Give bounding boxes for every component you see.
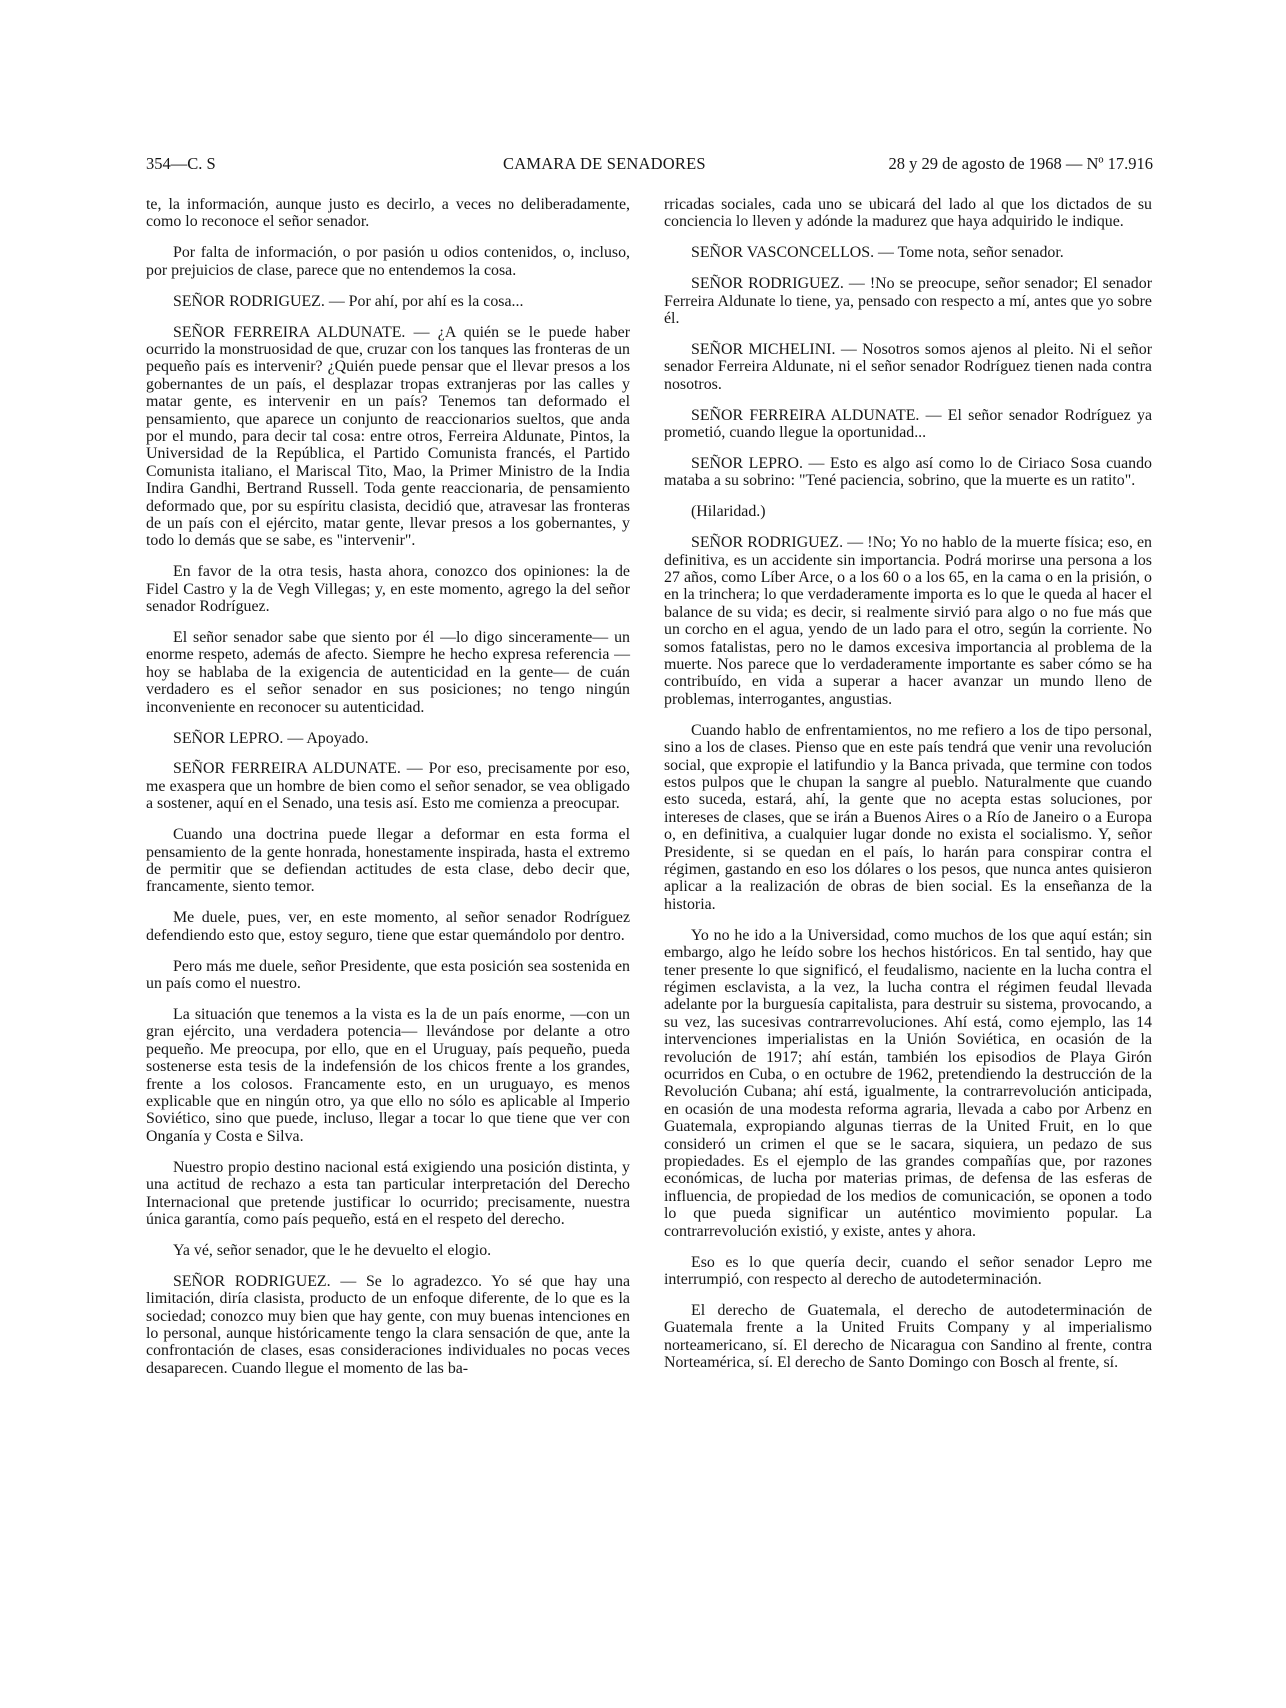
paragraph: SEÑOR RODRIGUEZ. — Se lo agradezco. Yo sé que hay una limitación, diría clasista, producto de un enfoque diferente, de lo que es la sociedad; conozco muy bien que hay gente, con muy buenas intenciones en lo personal, aunque históricamente tengo la clara sensación de que, ante la confrontación de clases, esas consideraciones individuales no pocas veces desaparecen. Cuando llegue el momento de las ba- [146,1272,630,1377]
paragraph: SEÑOR FERREIRA ALDUNATE. — Por eso, precisamente por eso, me exaspera que un hombre de bien como el señor senador, se vea obligado a sostener, aquí en el Senado, una tesis así. Esto me comienza a preocupar. [146,760,630,813]
paragraph: Eso es lo que quería decir, cuando el señor senador Lepro me interrumpió, con respecto al derecho de autodeterminación. [664,1253,1152,1288]
paragraph: La situación que tenemos a la vista es la de un país enorme, —con un gran ejército, una verdadera potencia— llevándose por delante a otro pequeño. Me preocupa, por ello, que en el Uruguay, país pequeño, pueda sostenerse esta tesis de la indefensión de los chicos frente a los grandes, frente a los colosos. Francamente esto, en un uruguayo, es menos explicable que en ningún otro, ya que ello no sólo es aplicable al Imperio Soviético, sino que puede, incluso, llegar a tocar lo que tiene que ver con Onganía y Costa e Silva. [146,1005,630,1145]
paragraph: SEÑOR RODRIGUEZ. — Por ahí, por ahí es la cosa... [173,292,524,310]
paragraph: te, la información, aunque justo es decirlo, a veces no deliberadamente, como lo reconoce el señor senador. [146,196,630,231]
paragraph: El derecho de Guatemala, el derecho de autodeterminación de Guatemala frente a la United Fruits Company y al imperialismo norteamericano, sí. El derecho de Nicaragua con Sandino al frente, contra Norteamérica, sí. El derecho de Santo Domingo con Bosch al frente, sí. [664,1301,1152,1372]
issue-date-number: 28 y 29 de agosto de 1968 — Nº 17.916 [888,154,1153,173]
paragraph: SEÑOR MICHELINI. — Nosotros somos ajenos al pleito. Ni el señor senador Ferreira Aldunate, ni el señor senador Rodríguez tienen nada contra nosotros. [664,340,1152,393]
paragraph: Por falta de información, o por pasión u odios contenidos, o, incluso, por prejuicios de clase, parece que no entendemos la cosa. [146,244,630,279]
paragraph: SEÑOR RODRIGUEZ. — !No; Yo no hablo de la muerte física; eso, en definitiva, es un accidente sin importancia. Podrá morirse una persona a los 27 años, como Líber Arce, o a los 60 o a los 65, en la cama o en la prisión, o en la trinchera; lo que verdaderamente importa es lo que le queda al hacer el balance de su vida; es decir, si realmente sirvió para algo o no fue más que un corcho en el agua, yendo de un lado para el otro, según la corriente. No somos fatalistas, pero no le damos excesiva importancia al problema de la muerte. Nos parece que lo verdaderamente importante es saber cómo se ha contribuído, en vida a superar a hacer avanzar un mundo lleno de problemas, interrogantes, angustias. [664,534,1152,708]
paragraph: Pero más me duele, señor Presidente, que esta posición sea sostenida en un país como el nuestro. [146,957,630,993]
paragraph: Cuando una doctrina puede llegar a deformar en esta forma el pensamiento de la gente honrada, honestamente inspirada, hasta el extremo de permitir que se defiendan actitudes de esta clase, debo decir que, francamente, siento temor. [146,826,630,896]
page-reference: 354—C. S [146,154,216,173]
paragraph: rricadas sociales, cada uno se ubicará del lado al que los dictados de su conciencia lo lleven y adónde la madurez que haya adquirido le indique. [664,196,1152,231]
paragraph: SEÑOR FERREIRA ALDUNATE. — ¿A quién se le puede haber ocurrido la monstruosidad de que, cruzar con los tanques las fronteras de un pequeño país es intervenir? ¿Quién puede pensar que el llevar presos a los gobernantes de un país, el desplazar tropas extranjeras por las calles y matar gente, es intervenir en un país? Tenemos tan deformado el pensamiento, que aparece un conjunto de reaccionarios sueltos, que anda por el mundo, para decir tal cosa: entre otros, Ferreira Aldunate, Pintos, la Universidad de la República, el Partido Comunista francés, el Partido Comunista italiano, el Mariscal Tito, Mao, la Primer Ministro de la India Indira Gandhi, Bertrand Russell. Toda gente reaccionaria, de pensamiento deformado que, por su espíritu clasista, decidió que, atravesar las fronteras de un país con el ejército, matar gente, llevar presos a los gobernantes, y todo lo demás que se sabe, es "intervenir". [146,323,630,550]
paragraph: SEÑOR LEPRO. — Apoyado. [173,729,369,747]
paragraph: Yo no he ido a la Universidad, como muchos de los que aquí están; sin embargo, algo he leído sobre los hechos históricos. En tal sentido, hay que tener presente lo que significó, el feudalismo, naciente en la lucha contra el régimen esclavista, a la vez, la lucha contra el régimen feudal llevada adelante por la burguesía capitalista, para destruir su sistema, provocando, a su vez, las sucesivas contrarrevoluciones. Ahí está, como ejemplo, las 14 intervenciones imperialistas en la Unión Soviética, en ocasión de la revolución de 1917; ahí están, también los episodios de Playa Girón ocurridos en Cuba, o en octubre de 1962, pretendiendo la destrucción de la Revolución Cubana; ahí está, igualmente, la contrarrevolución anticipada, en ocasión de una modesta reforma agraria, llevada a cabo por Arbenz en Guatemala, expropiando algunas tierras de la United Fruit, en lo que consideró un crimen el que se le sacara, siquiera, un pedazo de sus propiedades. Es el ejemplo de las grandes compañías que, por razones económicas, de lucha por materias primas, de defensa de las esferas de influencia, de propiedad de los medios de comunicación, se oponen a todo lo que pueda significar un auténtico movimiento popular. La contrarrevolución existió, y existe, antes y ahora. [664,926,1152,1240]
paragraph: SEÑOR FERREIRA ALDUNATE. — El señor senador Rodríguez ya prometió, cuando llegue la oportunidad... [664,406,1152,442]
paragraph: Me duele, pues, ver, en este momento, al señor senador Rodríguez defendiendo esto que, estoy seguro, tiene que estar quemándolo por dentro. [146,909,630,944]
paragraph: Cuando hablo de enfrentamientos, no me refiero a los de tipo personal, sino a los de clases. Pienso que en este país tendrá que venir una revolución social, que expropie el latifundio y la Banca privada, que termine con todos estos pulpos que le chupan la sangre al pueblo. Naturalmente que cuando esto suceda, estará, ahí, la gente que no acepta estas soluciones, por intereses de clases, que se irán a Buenos Aires o a Río de Janeiro o a Europa o, en definitiva, a cualquier lugar donde no exista el socialismo. Y, señor Presidente, si se quedan en el país, lo harán para conspirar contra el régimen, gastando en eso los dólares o los pesos, que nunca antes quisieron aplicar a la realización de obras de bien social. Es la enseñanza de la historia. [664,721,1152,913]
paragraph: Nuestro propio destino nacional está exigiendo una posición distinta, y una actitud de rechazo a esta tan particular interpretación del Derecho Internacional que pretende justificar lo ocurrido; precisamente, nuestra única garantía, como país pequeño, está en el respeto del derecho. [146,1158,630,1228]
paragraph: Ya vé, señor senador, que le he devuelto el elogio. [173,1241,492,1259]
right-column [664,196,1152,1385]
paragraph: (Hilaridad.) [691,503,766,521]
paragraph: En favor de la otra tesis, hasta ahora, conozco dos opiniones: la de Fidel Castro y la de Vegh Villegas; y, en este momento, agrego la del señor senador Rodríguez. [146,563,630,616]
paragraph: SEÑOR LEPRO. — Esto es algo así como lo de Ciriaco Sosa cuando mataba a su sobrino: "Tené paciencia, sobrino, que la muerte es un ratito". [664,454,1152,490]
page-header [146,154,1153,178]
paragraph: SEÑOR RODRIGUEZ. — !No se preocupe, señor senador; El senador Ferreira Aldunate lo tiene, ya, pensado con respecto a mí, antes que yo sobre él. [664,275,1152,328]
paragraph: SEÑOR VASCONCELLOS. — Tome nota, señor senador. [691,244,1064,262]
paragraph: El señor senador sabe que siento por él —lo digo sinceramente— un enorme respeto, además de afecto. Siempre he hecho expresa referencia —hoy se hablaba de la exigencia de autenticidad en la gente— de cuán verdadero es el señor senador en sus posiciones; no tengo ningún inconveniente en reconocer su autenticidad. [146,629,630,716]
chamber-title: CAMARA DE SENADORES [503,154,706,173]
left-column [146,196,630,1391]
